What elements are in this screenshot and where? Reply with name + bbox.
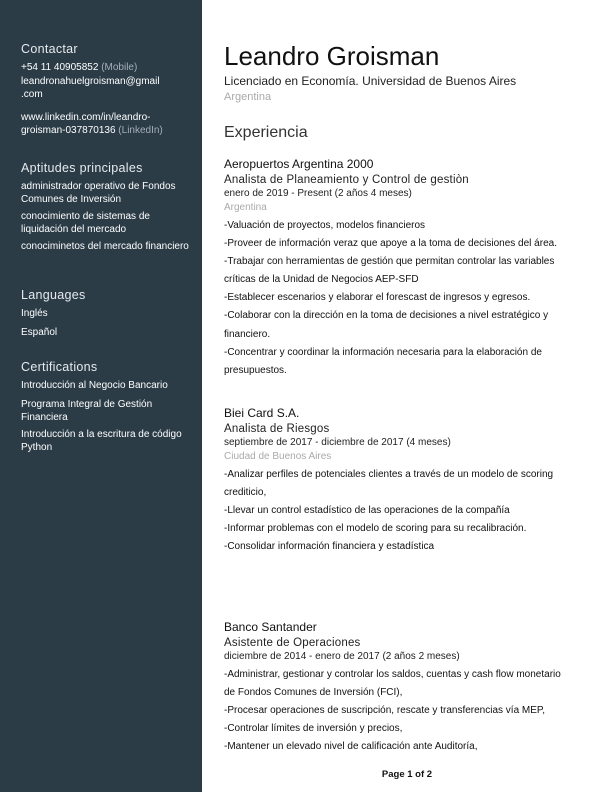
linkedin-link[interactable] [21,112,196,137]
description-line: -Concentrar y coordinar la información necesaria para la elaboración de [224,346,542,358]
job-role: Asistente de Operaciones [224,637,361,649]
description-line: -Analizar perfiles de potenciales clientes a través de un modelo de scoring [224,469,554,480]
job-dates: enero de 2019 - Present (2 años 4 meses) [224,188,412,199]
phone-type: (Mobile) [101,62,138,73]
skill-item: conociminetos del mercado financiero [21,241,189,252]
job-company: Banco Santander [224,620,317,634]
skills-heading: Aptitudes principales [21,161,143,175]
description-line: -Llevar un control estadístico de las operaciones de la compañía [224,505,510,517]
description-line: -Controlar límites de inversión y precios, [224,723,403,735]
page-number: Page 1 of 2 [381,769,433,780]
description-line: presupuestos. [224,364,287,376]
email-line-2[interactable]: .com [21,88,43,100]
job-location: Ciudad de Buenos Aires [224,451,332,462]
job-description [224,217,594,380]
linkedin-line-2[interactable]: groisman-037870136 [21,124,116,136]
contact-heading: Contactar [21,42,78,56]
linkedin-line-1[interactable]: www.linkedin.com/in/leandro- [21,112,151,123]
description-line: -Valuación de proyectos, modelos financieros [224,220,426,231]
description-line: -Establecer escenarios y elaborar el forescast de ingresos y egresos. [224,292,531,304]
email-link[interactable] [21,76,196,101]
job-dates: diciembre de 2014 - enero de 2017 (2 años 2 meses) [224,651,460,662]
job-dates: septiembre de 2017 - diciembre de 2017 (4 meses) [224,437,451,448]
job-description [224,466,594,556]
description-line: -Administrar, gestionar y controlar los saldos, cuentas y cash flow monetario [224,669,561,680]
email-line-1[interactable]: leandronahuelgroisman@gmail [21,76,160,87]
description-line: -Procesar operaciones de suscripción, rescate y transferencias vía MEP, [224,705,546,717]
languages-heading: Languages [21,288,86,302]
job-entry [224,620,594,756]
sidebar [0,0,202,792]
job-entry [224,157,594,380]
profile-name: Leandro Groisman [224,41,440,71]
phone-number: +54 11 40905852 [21,62,99,73]
description-line: -Consolidar información financiera y estadística [224,541,435,553]
certification-item: Programa Integral de Gestión Financiera [21,399,153,423]
description-line: -Trabajar con herramientas de gestión que permitan controlar las variables [224,256,555,268]
job-entry [224,406,594,556]
job-location: Argentina [224,202,267,213]
linkedin-type: (LinkedIn) [118,124,163,136]
job-company: Biei Card S.A. [224,406,300,420]
description-line: crediticio, [224,487,267,499]
description-line: -Colaborar con la dirección en la toma de decisiones a nivel estratégico y [224,310,549,322]
experience-heading: Experiencia [224,124,308,141]
phone [21,62,196,75]
job-role: Analista de Riesgos [224,423,330,435]
description-line: críticas de la Unidad de Negocios AEP-SFD [224,274,419,286]
language-item: Inglés [21,308,48,319]
description-line: financiero. [224,328,271,340]
language-item: Español [21,327,58,338]
job-description [224,666,594,756]
certification-item: Introducción al Negocio Bancario [21,380,168,391]
description-line: de Fondos Comunes de Inversión (FCI), [224,687,403,699]
skill-item: conocimiento de sistemas de liquidación del mercado [21,211,150,235]
profile-headline: Licenciado en Economía. Universidad de Buenos Aires [224,74,517,88]
description-line: -Proveer de información veraz que apoye a la toma de decisiones del área. [224,238,557,250]
skill-item: administrador operativo de Fondos Comunes de Inversión [21,181,176,205]
certifications-heading: Certifications [21,360,98,374]
profile-location: Argentina [224,91,272,103]
certification-item: Introducción a la escritura de código Python [21,429,182,453]
description-line: -Mantener un elevado nivel de calificación ante Auditoría, [224,741,478,753]
job-company: Aeropuertos Argentina 2000 [224,157,374,171]
job-role: Analista de Planeamiento y Control de gestiòn [224,174,469,186]
description-line: -Informar problemas con el modelo de scoring para su recalibración. [224,523,527,535]
